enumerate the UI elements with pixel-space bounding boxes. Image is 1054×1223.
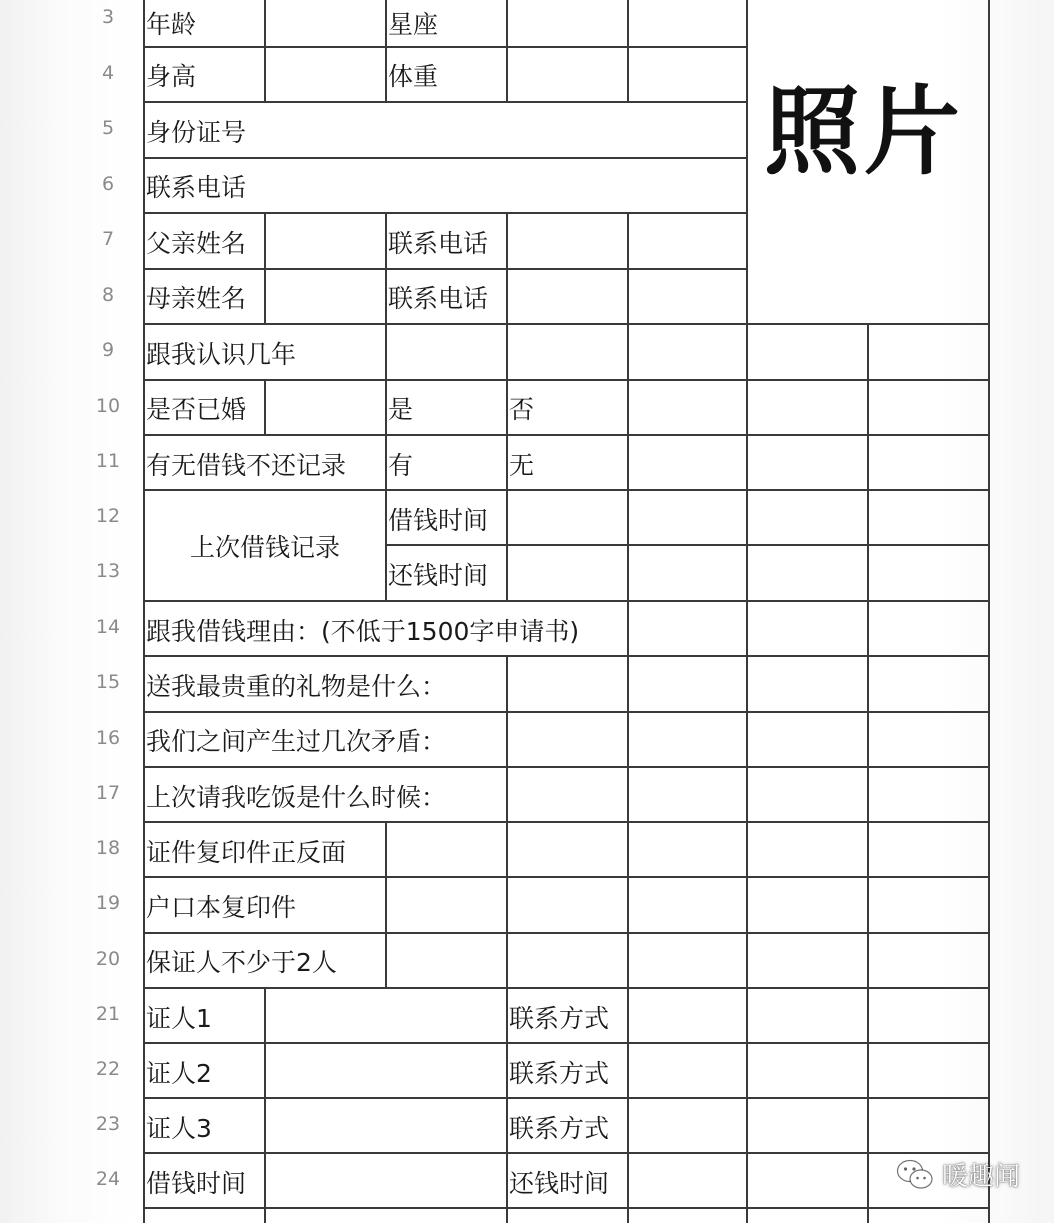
photo-placeholder: 照片 xyxy=(764,76,964,188)
label-mother-phone: 联系电话 xyxy=(388,283,489,313)
row-number: 6 xyxy=(101,173,115,195)
grid-line xyxy=(867,323,869,1223)
grid-line xyxy=(264,379,266,434)
label-household-copy: 户口本复印件 xyxy=(146,892,297,922)
label-years-known: 跟我认识几年 xyxy=(146,339,297,369)
grid-line xyxy=(627,0,629,101)
grid-line xyxy=(746,0,748,1223)
row-number: 7 xyxy=(101,228,115,250)
label-repay-time: 还钱时间 xyxy=(388,560,489,590)
grid-line xyxy=(506,655,508,1223)
label-age: 年龄 xyxy=(146,10,197,39)
row-number: 10 xyxy=(95,395,121,417)
label-witness-2: 证人2 xyxy=(146,1058,212,1088)
row-number: 19 xyxy=(95,892,121,914)
row-number: 16 xyxy=(95,727,121,749)
label-guarantors: 保证人不少于2人 xyxy=(146,947,337,977)
label-weight: 体重 xyxy=(388,61,439,91)
grid-line xyxy=(627,212,629,1223)
label-last-loan: 上次借钱记录 xyxy=(189,533,340,562)
row-number: 3 xyxy=(101,6,115,28)
row-number: 4 xyxy=(101,62,115,84)
label-witness-1: 证人1 xyxy=(146,1003,212,1033)
option-married-yes: 是 xyxy=(388,394,414,424)
wechat-icon xyxy=(896,1159,934,1191)
label-conflicts: 我们之间产生过几次矛盾： xyxy=(146,726,447,756)
label-borrow-time: 借钱时间 xyxy=(388,505,489,535)
label-gift: 送我最贵重的礼物是什么： xyxy=(146,671,447,701)
label-father-phone: 联系电话 xyxy=(388,228,489,258)
label-reason: 跟我借钱理由：(不低于1500字申请书) xyxy=(146,616,580,646)
row-number: 15 xyxy=(95,671,121,693)
label-default-record: 有无借钱不还记录 xyxy=(146,450,347,480)
label-loan-time: 借钱时间 xyxy=(146,1168,247,1198)
label-last-meal: 上次请我吃饭是什么时候： xyxy=(146,782,447,812)
label-mother-name: 母亲姓名 xyxy=(146,283,247,313)
grid-line xyxy=(385,821,387,987)
option-married-no: 否 xyxy=(509,394,535,424)
option-default-yes: 有 xyxy=(388,450,414,480)
row-number: 5 xyxy=(101,117,115,139)
row-number: 20 xyxy=(95,948,121,970)
option-default-no: 无 xyxy=(509,450,535,480)
label-father-name: 父亲姓名 xyxy=(146,228,247,258)
watermark xyxy=(896,1156,1020,1193)
grid-line xyxy=(385,212,387,600)
grid-line xyxy=(988,0,990,1223)
grid-line xyxy=(506,0,508,101)
grid-line xyxy=(385,0,387,101)
label-witness-3-contact: 联系方式 xyxy=(509,1113,610,1143)
row-number: 13 xyxy=(95,560,121,582)
row-number: 12 xyxy=(95,505,121,527)
label-id-copy: 证件复印件正反面 xyxy=(146,837,347,867)
watermark-text: 暖趣闻 xyxy=(941,1162,1020,1192)
grid-line xyxy=(264,0,266,101)
row-number: 23 xyxy=(95,1113,121,1135)
row-number: 9 xyxy=(101,339,115,361)
grid-line xyxy=(143,46,747,48)
label-phone: 联系电话 xyxy=(146,172,247,202)
grid-line xyxy=(143,0,145,1223)
grid-line xyxy=(264,987,266,1223)
row-number: 24 xyxy=(95,1168,121,1190)
label-witness-2-contact: 联系方式 xyxy=(509,1058,610,1088)
row-number: 21 xyxy=(95,1003,121,1025)
row-number: 8 xyxy=(101,284,115,306)
row-number: 22 xyxy=(95,1058,121,1080)
row-number: 11 xyxy=(95,450,121,472)
grid-line xyxy=(264,212,266,323)
label-height: 身高 xyxy=(146,61,197,91)
label-id-number: 身份证号 xyxy=(146,117,247,147)
label-married: 是否已婚 xyxy=(146,394,247,424)
row-number: 17 xyxy=(95,782,121,804)
label-return-time: 还钱时间 xyxy=(509,1168,610,1198)
row-number: 18 xyxy=(95,837,121,859)
label-zodiac: 星座 xyxy=(388,10,439,39)
grid-line xyxy=(506,212,508,600)
label-witness-3: 证人3 xyxy=(146,1113,212,1143)
row-number: 14 xyxy=(95,616,121,638)
label-witness-1-contact: 联系方式 xyxy=(509,1003,610,1033)
